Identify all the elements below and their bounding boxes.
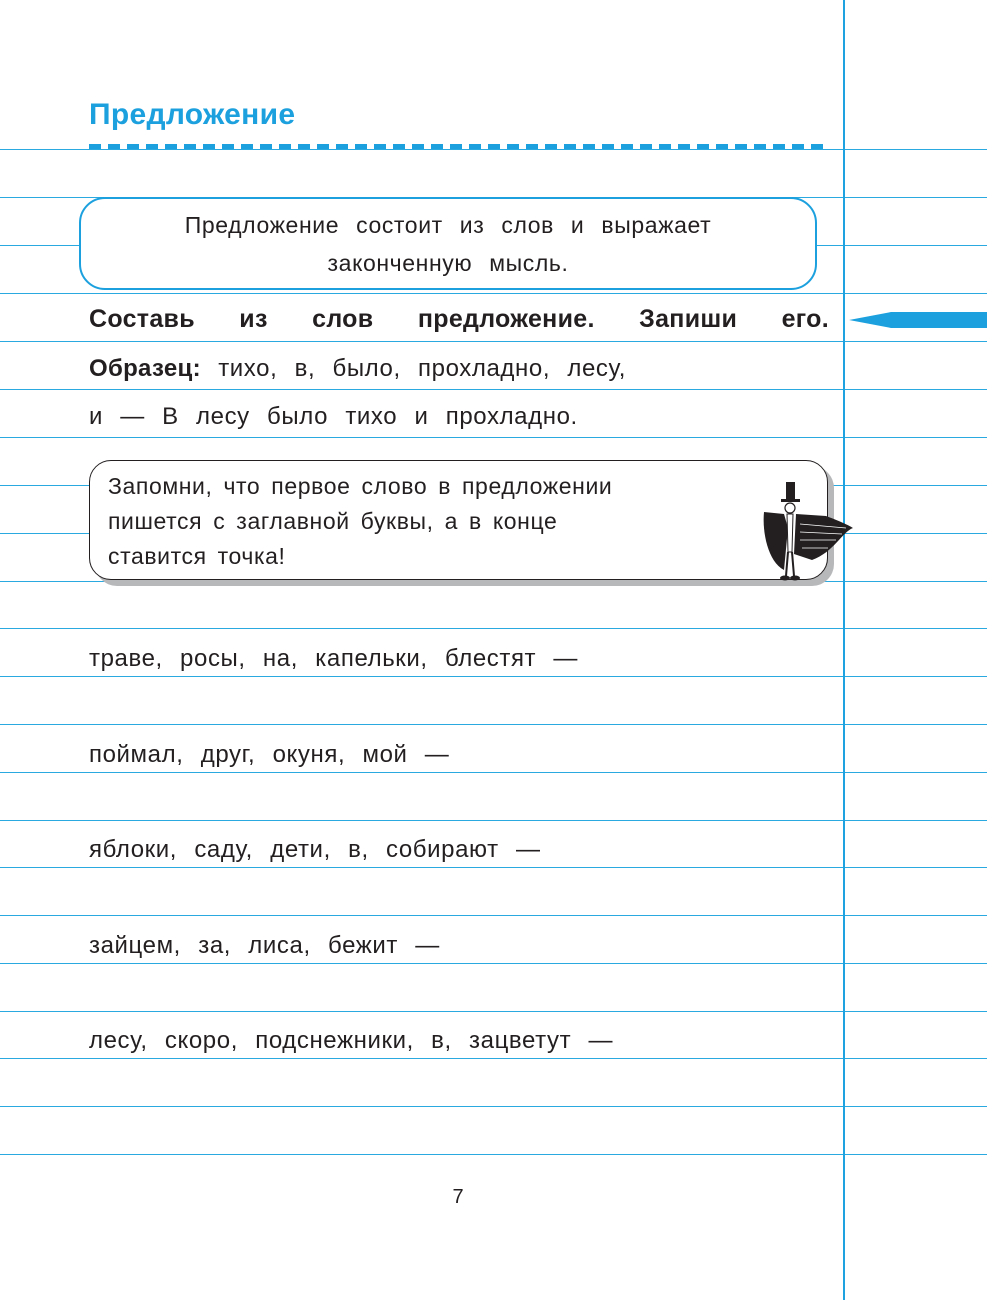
blue-pointer-tab-icon: [849, 311, 987, 329]
title-underline: [89, 144, 829, 149]
ruled-line: [0, 1106, 987, 1107]
sample-words: тихо, в, было, прохладно, лесу,: [218, 355, 626, 382]
ruled-line: [0, 915, 987, 916]
sample-line-1: [89, 355, 626, 383]
exercise-5: лесу, скоро, подснежники, в, зацветут —: [89, 1027, 614, 1054]
exercise-4: зайцем, за, лиса, бежит —: [89, 932, 440, 959]
ruled-line: [0, 676, 987, 677]
margin-line: [843, 0, 845, 1300]
note-line-2: пишется с заглавной буквы, а в конце: [108, 508, 558, 534]
rule-line-1: Предложение состоит из слов и выражает: [184, 211, 712, 238]
ruled-line: [0, 772, 987, 773]
caped-character-icon: [758, 482, 854, 584]
note-line-1: Запомни, что первое слово в предложении: [108, 473, 613, 499]
ruled-line: [0, 341, 987, 342]
ruled-line: [0, 628, 987, 629]
rule-line-2: законченную мысль.: [327, 249, 569, 276]
task-instruction: Составь из слов предложение. Запиши его.: [89, 305, 829, 333]
ruled-line: [0, 437, 987, 438]
reminder-note: [89, 460, 828, 580]
ruled-line: [0, 293, 987, 294]
ruled-line: [0, 149, 987, 150]
ruled-line: [0, 1154, 987, 1155]
rule-box: [79, 197, 817, 290]
ruled-line: [0, 867, 987, 868]
ruled-line: [0, 389, 987, 390]
sample-label: Образец:: [89, 355, 201, 382]
ruled-line: [0, 1011, 987, 1012]
exercise-2: поймал, друг, окуня, мой —: [89, 741, 450, 768]
sample-answer: и — В лесу было тихо и прохладно.: [89, 403, 578, 430]
page-number: 7: [452, 1186, 464, 1208]
exercise-1: траве, росы, на, капельки, блестят —: [89, 645, 579, 672]
page-title: Предложение: [89, 98, 296, 131]
note-line-3: ставится точка!: [108, 543, 286, 569]
ruled-line: [0, 963, 987, 964]
ruled-line: [0, 820, 987, 821]
ruled-line: [0, 724, 987, 725]
note-text: [108, 469, 734, 574]
ruled-line: [0, 1058, 987, 1059]
exercise-3: яблоки, саду, дети, в, собирают —: [89, 836, 541, 863]
